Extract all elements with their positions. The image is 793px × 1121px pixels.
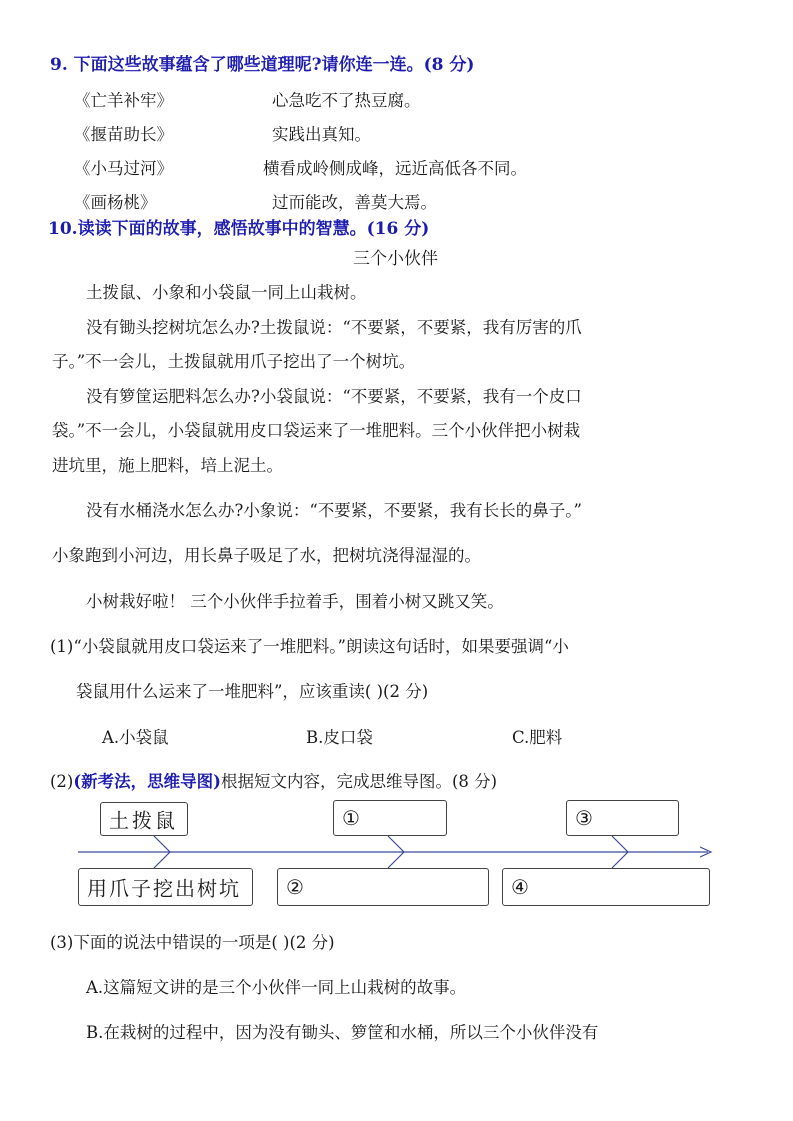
sub2-rest: 根据短文内容，完成思维导图。(8 分) (221, 772, 498, 791)
mindmap-box-bottom-1: 用爪子挖出树坑 (78, 868, 253, 906)
sub3-line: (3)下面的说法中错误的一项是( )(2 分) (50, 933, 335, 952)
story-item: 《亡羊补牢》 (74, 91, 173, 110)
mindmap-box-bottom-3[interactable]: ④ (502, 868, 710, 906)
sub2-emphasis: (新考法，思维导图) (73, 772, 221, 791)
sub1-line2: 袋鼠用什么运来了一堆肥料”，应该重读( )(2 分) (76, 682, 429, 701)
story-line: 子。”不一会儿，土拨鼠就用爪子挖出了一个树坑。 (52, 352, 416, 371)
q10-heading: 10.读读下面的故事，感悟故事中的智慧。(16 分) (48, 219, 430, 239)
story-line: 小象跑到小河边，用长鼻子吸足了水，把树坑浇得湿湿的。 (52, 546, 481, 565)
mindmap-box-top-1: 土拨鼠 (100, 802, 188, 836)
sub3-option-a: A.这篇短文讲的是三个小伙伴一同上山栽树的故事。 (86, 978, 467, 997)
story-item: 《小马过河》 (74, 159, 173, 178)
mindmap-box-bottom-2[interactable]: ② (277, 868, 489, 906)
mindmap-box-top-2[interactable]: ① (333, 800, 447, 836)
story-item: 《画杨桃》 (74, 193, 157, 212)
story-item: 《揠苗助长》 (74, 125, 173, 144)
moral-item: 心急吃不了热豆腐。 (272, 91, 421, 110)
mindmap-box-top-3[interactable]: ③ (566, 800, 679, 836)
sub1-line1: (1)“小袋鼠就用皮口袋运来了一堆肥料。”朗读这句话时，如果要强调“小 (50, 637, 569, 656)
story-line: 没有水桶浇水怎么办?小象说：“不要紧，不要紧，我有长长的鼻子。” (86, 501, 582, 520)
story-line: 小树栽好啦！ 三个小伙伴手拉着手，围着小树又跳又笑。 (86, 592, 504, 611)
story-line: 袋。”不一会儿，小袋鼠就用皮口袋运来了一堆肥料。三个小伙伴把小树栽 (52, 421, 581, 440)
story-title: 三个小伙伴 (353, 249, 438, 269)
q9-heading: 9. 下面这些故事蕴含了哪些道理呢?请你连一连。(8 分) (50, 55, 475, 75)
sub1-option-a: A.小袋鼠 (102, 728, 169, 747)
moral-item: 横看成岭侧成峰，远近高低各不同。 (263, 159, 527, 178)
moral-item: 过而能改，善莫大焉。 (272, 193, 437, 212)
sub1-option-c: C.肥料 (512, 728, 563, 747)
moral-item: 实践出真知。 (272, 125, 371, 144)
story-line: 没有锄头挖树坑怎么办?土拨鼠说：“不要紧，不要紧，我有厉害的爪 (86, 318, 582, 337)
story-line: 进坑里，施上肥料，培上泥土。 (52, 456, 283, 475)
sub2-prefix: (2) (50, 772, 74, 791)
story-line: 没有箩筐运肥料怎么办?小袋鼠说：“不要紧，不要紧，我有一个皮口 (86, 387, 582, 406)
sub3-option-b: B.在栽树的过程中，因为没有锄头、箩筐和水桶，所以三个小伙伴没有 (86, 1023, 599, 1042)
story-line: 土拨鼠、小象和小袋鼠一同上山栽树。 (86, 283, 367, 302)
sub1-option-b: B.皮口袋 (306, 728, 373, 747)
